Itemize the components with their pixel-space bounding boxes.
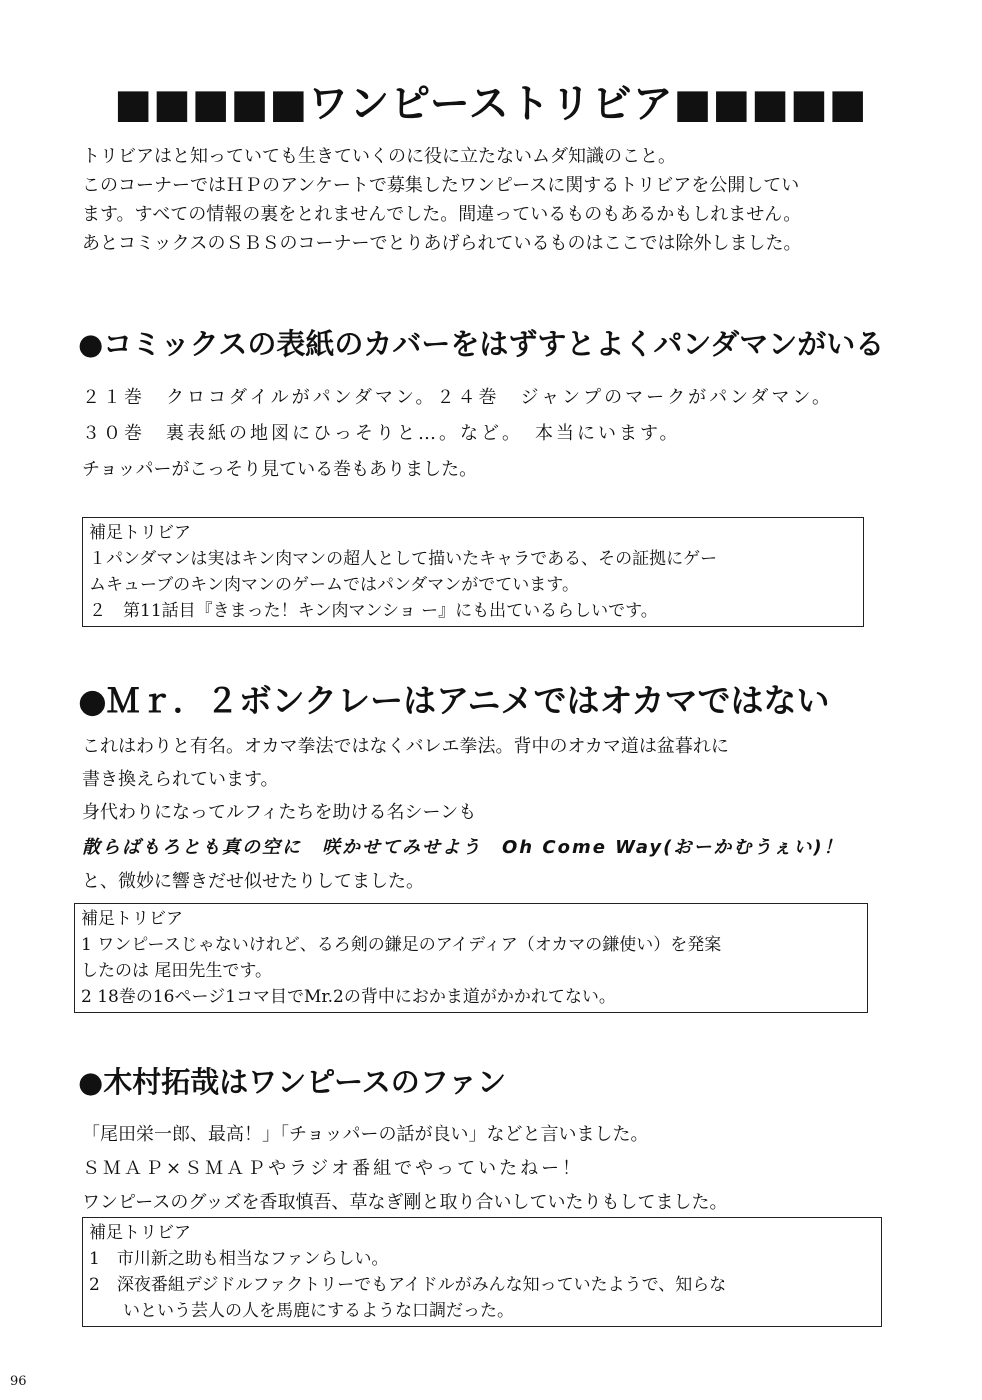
box-line: 2 深夜番組デジドルファクトリーでもアイドルがみんな知っていたようで、知らな	[89, 1275, 727, 1295]
box-line: 補足トリビア	[89, 523, 191, 543]
body-line: 「尾田栄一郎、最高！」「チョッパーの話が良い」などと言いました。	[82, 1124, 649, 1145]
section-heading-pandaman: ●コミックスの表紙のカバーをはずすとよくパンダマンがいる	[78, 327, 885, 361]
supplement-box-mr2	[74, 903, 868, 1013]
intro-line: ます。すべての情報の裏をとれませんでした。間違っているものもあるかもしれません。	[82, 204, 802, 225]
body-line: これはわりと有名。オカマ拳法ではなくバレエ拳法。背中のオカマ道は盆暮れに	[82, 736, 729, 757]
lyric-line: 散らばもろとも真の空に 咲かせてみせよう Oh Come Way(おーかむうぇい)！	[82, 837, 844, 858]
section-body-kimura	[82, 1118, 727, 1220]
body-line: 書き換えられています。	[82, 769, 279, 790]
supplement-box-pandaman	[82, 517, 864, 627]
intro-paragraph	[82, 142, 912, 258]
box-line: 2 18巻の16ページ1コマ目でMr.2の背中におかま道がかかれてない。	[81, 987, 616, 1007]
body-line: チョッパーがこっそり見ている巻もありました。	[82, 459, 478, 480]
page-title: ■■■■■ワンピーストリビア■■■■■	[114, 81, 868, 127]
box-line: １パンダマンは実はキン肉マンの超人として描いたキャラである、その証拠にゲー	[89, 549, 718, 569]
body-line: ２１巻 クロコダイルがパンダマン。２４巻 ジャンプのマークがパンダマン。	[82, 387, 833, 408]
supplement-box-kimura	[82, 1217, 882, 1327]
box-line: いという芸人の人を馬鹿にするような口調だった。	[89, 1301, 514, 1321]
box-line: したのは 尾田先生です。	[81, 961, 273, 981]
section-body-mr2	[82, 730, 844, 897]
page-number: 96	[10, 1374, 27, 1389]
section-body-pandaman	[82, 380, 833, 488]
box-line: 1 市川新之助も相当なファンらしい。	[89, 1249, 389, 1269]
body-line: ３０巻 裏表紙の地図にひっそりと…。など。 本当にいます。	[82, 423, 681, 444]
section-heading-mr2: ●Ｍｒ．２ボンクレーはアニメではオカマではない	[78, 681, 830, 720]
body-line: 身代わりになってルフィたちを助ける名シーンも	[82, 802, 477, 823]
box-line: 補足トリビア	[81, 909, 183, 929]
box-line: ２ 第11話目『きまった！キン肉マンショ ー』にも出ているらしいです。	[89, 601, 658, 621]
body-line: ワンピースのグッズを香取慎吾、草なぎ剛と取り合いしていたりもしてました。	[82, 1192, 728, 1213]
intro-line: トリビアはと知っていても生きていくのに役に立たないムダ知識のこと。	[82, 146, 676, 167]
intro-line: あとコミックスのＳＢＳのコーナーでとりあげられているものはここでは除外しました。	[82, 233, 802, 254]
box-line: ムキューブのキン肉マンのゲームではパンダマンがでています。	[89, 575, 579, 595]
body-line: と、微妙に響きだせ似せたりしてました。	[82, 871, 424, 892]
box-line: 1 ワンピースじゃないけれど、るろ剣の鎌足のアイディア（オカマの鎌使い）を発案	[81, 935, 722, 955]
section-heading-kimura: ●木村拓哉はワンピースのファン	[78, 1065, 507, 1099]
box-line: 補足トリビア	[89, 1223, 191, 1243]
intro-line: このコーナーではＨＰのアンケートで募集したワンピースに関するトリビアを公開してい	[82, 175, 800, 196]
body-line: ＳＭＡＰ×ＳＭＡＰやラジオ番組でやっていたねー！	[82, 1158, 584, 1179]
